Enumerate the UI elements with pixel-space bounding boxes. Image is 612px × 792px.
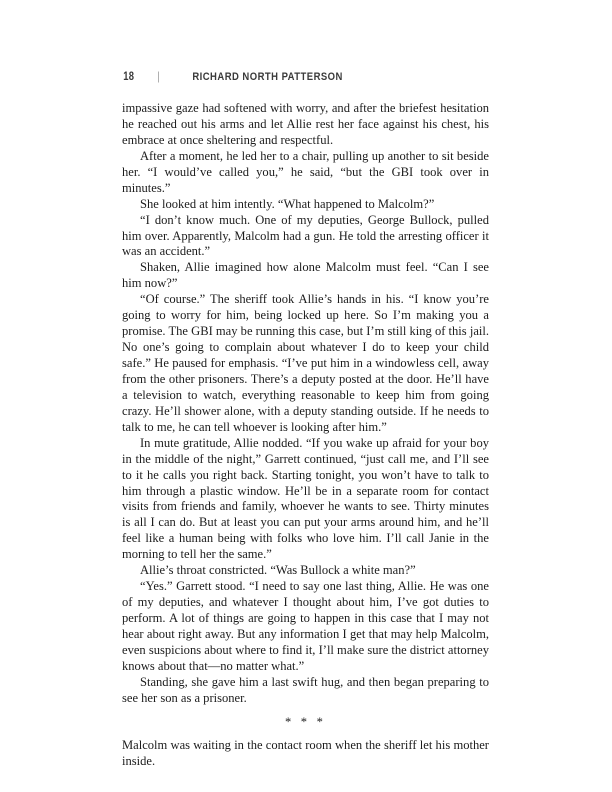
- paragraph: Malcolm was waiting in the contact room when the sheriff let his mother inside.: [122, 738, 489, 769]
- scene-break-separator: * * *: [284, 714, 327, 729]
- paragraph: Shaken, Allie imagined how alone Malcolm must feel. “Can I see him now?”: [122, 260, 489, 291]
- page-number: 18: [123, 71, 135, 83]
- paragraph: After a moment, he led her to a chair, pulling up another to sit beside her. “I would’ve called you,” he said, “but the GBI took over in minutes.”: [122, 148, 489, 195]
- paragraph: In mute gratitude, Allie nodded. “If you wake up afraid for your boy in the middle of the night,” Garrett continued, “just call me, and I’ll see to it he calls you right back. Starting tonight, you won’t have to talk to him through a plastic window. He’ll be in a separate room for contact visits from friends and family, whoever he wants to see. Thirty minutes is all I can do. But at least you can put your arms around him, and he’ll feel like a human being with folks who love him. I’ll call Janie in the morning to tell her the same.”: [122, 435, 489, 562]
- paragraph: Allie’s throat constricted. “Was Bullock a white man?”: [140, 563, 416, 578]
- paragraph: “Of course.” The sheriff took Allie’s hands in his. “I know you’re going to worry for him, being locked up here. So I’m making you a promise. The GBI may be running this case, but I’m still king of this jail. No one’s going to complain about whatever I do to keep your child safe.” He paused for emphasis. “I’ve put him in a windowless cell, away from the other prisoners. There’s a deputy posted at the door. He’ll have a television to watch, everything reasonable to keep him from going crazy. He’ll shower alone, with a deputy standing outside. If he needs to talk to me, he can tell whoever is looking after him.”: [122, 292, 489, 434]
- running-head-author: RICHARD NORTH PATTERSON: [191, 71, 343, 83]
- paragraph: “Yes.” Garrett stood. “I need to say one last thing, Allie. He was one of my deputies, and whatever I thought about him, I’ve got duties to perform. A lot of things are going to happen in this case that I may not hear about right away. But any information I get that may help Malcolm, even suspicions about where to find it, I’ll make sure the district attorney knows about that—no matter what.”: [122, 579, 489, 673]
- running-head: [122, 69, 357, 85]
- paragraph: Standing, she gave him a last swift hug, and then began preparing to see her son as a prisoner.: [122, 674, 489, 705]
- paragraph: impassive gaze had softened with worry, and after the briefest hesitation he reached out his arms and let Allie rest her face against his chest, his embrace at once sheltering and respectful.: [122, 101, 489, 147]
- body-text-block: [122, 101, 489, 770]
- paragraph: “I don’t know much. One of my deputies, George Bullock, pulled him over. Apparently, Malcolm had a gun. He told the arresting officer it was an accident.”: [122, 212, 489, 259]
- paragraph: She looked at him intently. “What happened to Malcolm?”: [140, 196, 435, 211]
- running-head-separator: |: [157, 69, 161, 83]
